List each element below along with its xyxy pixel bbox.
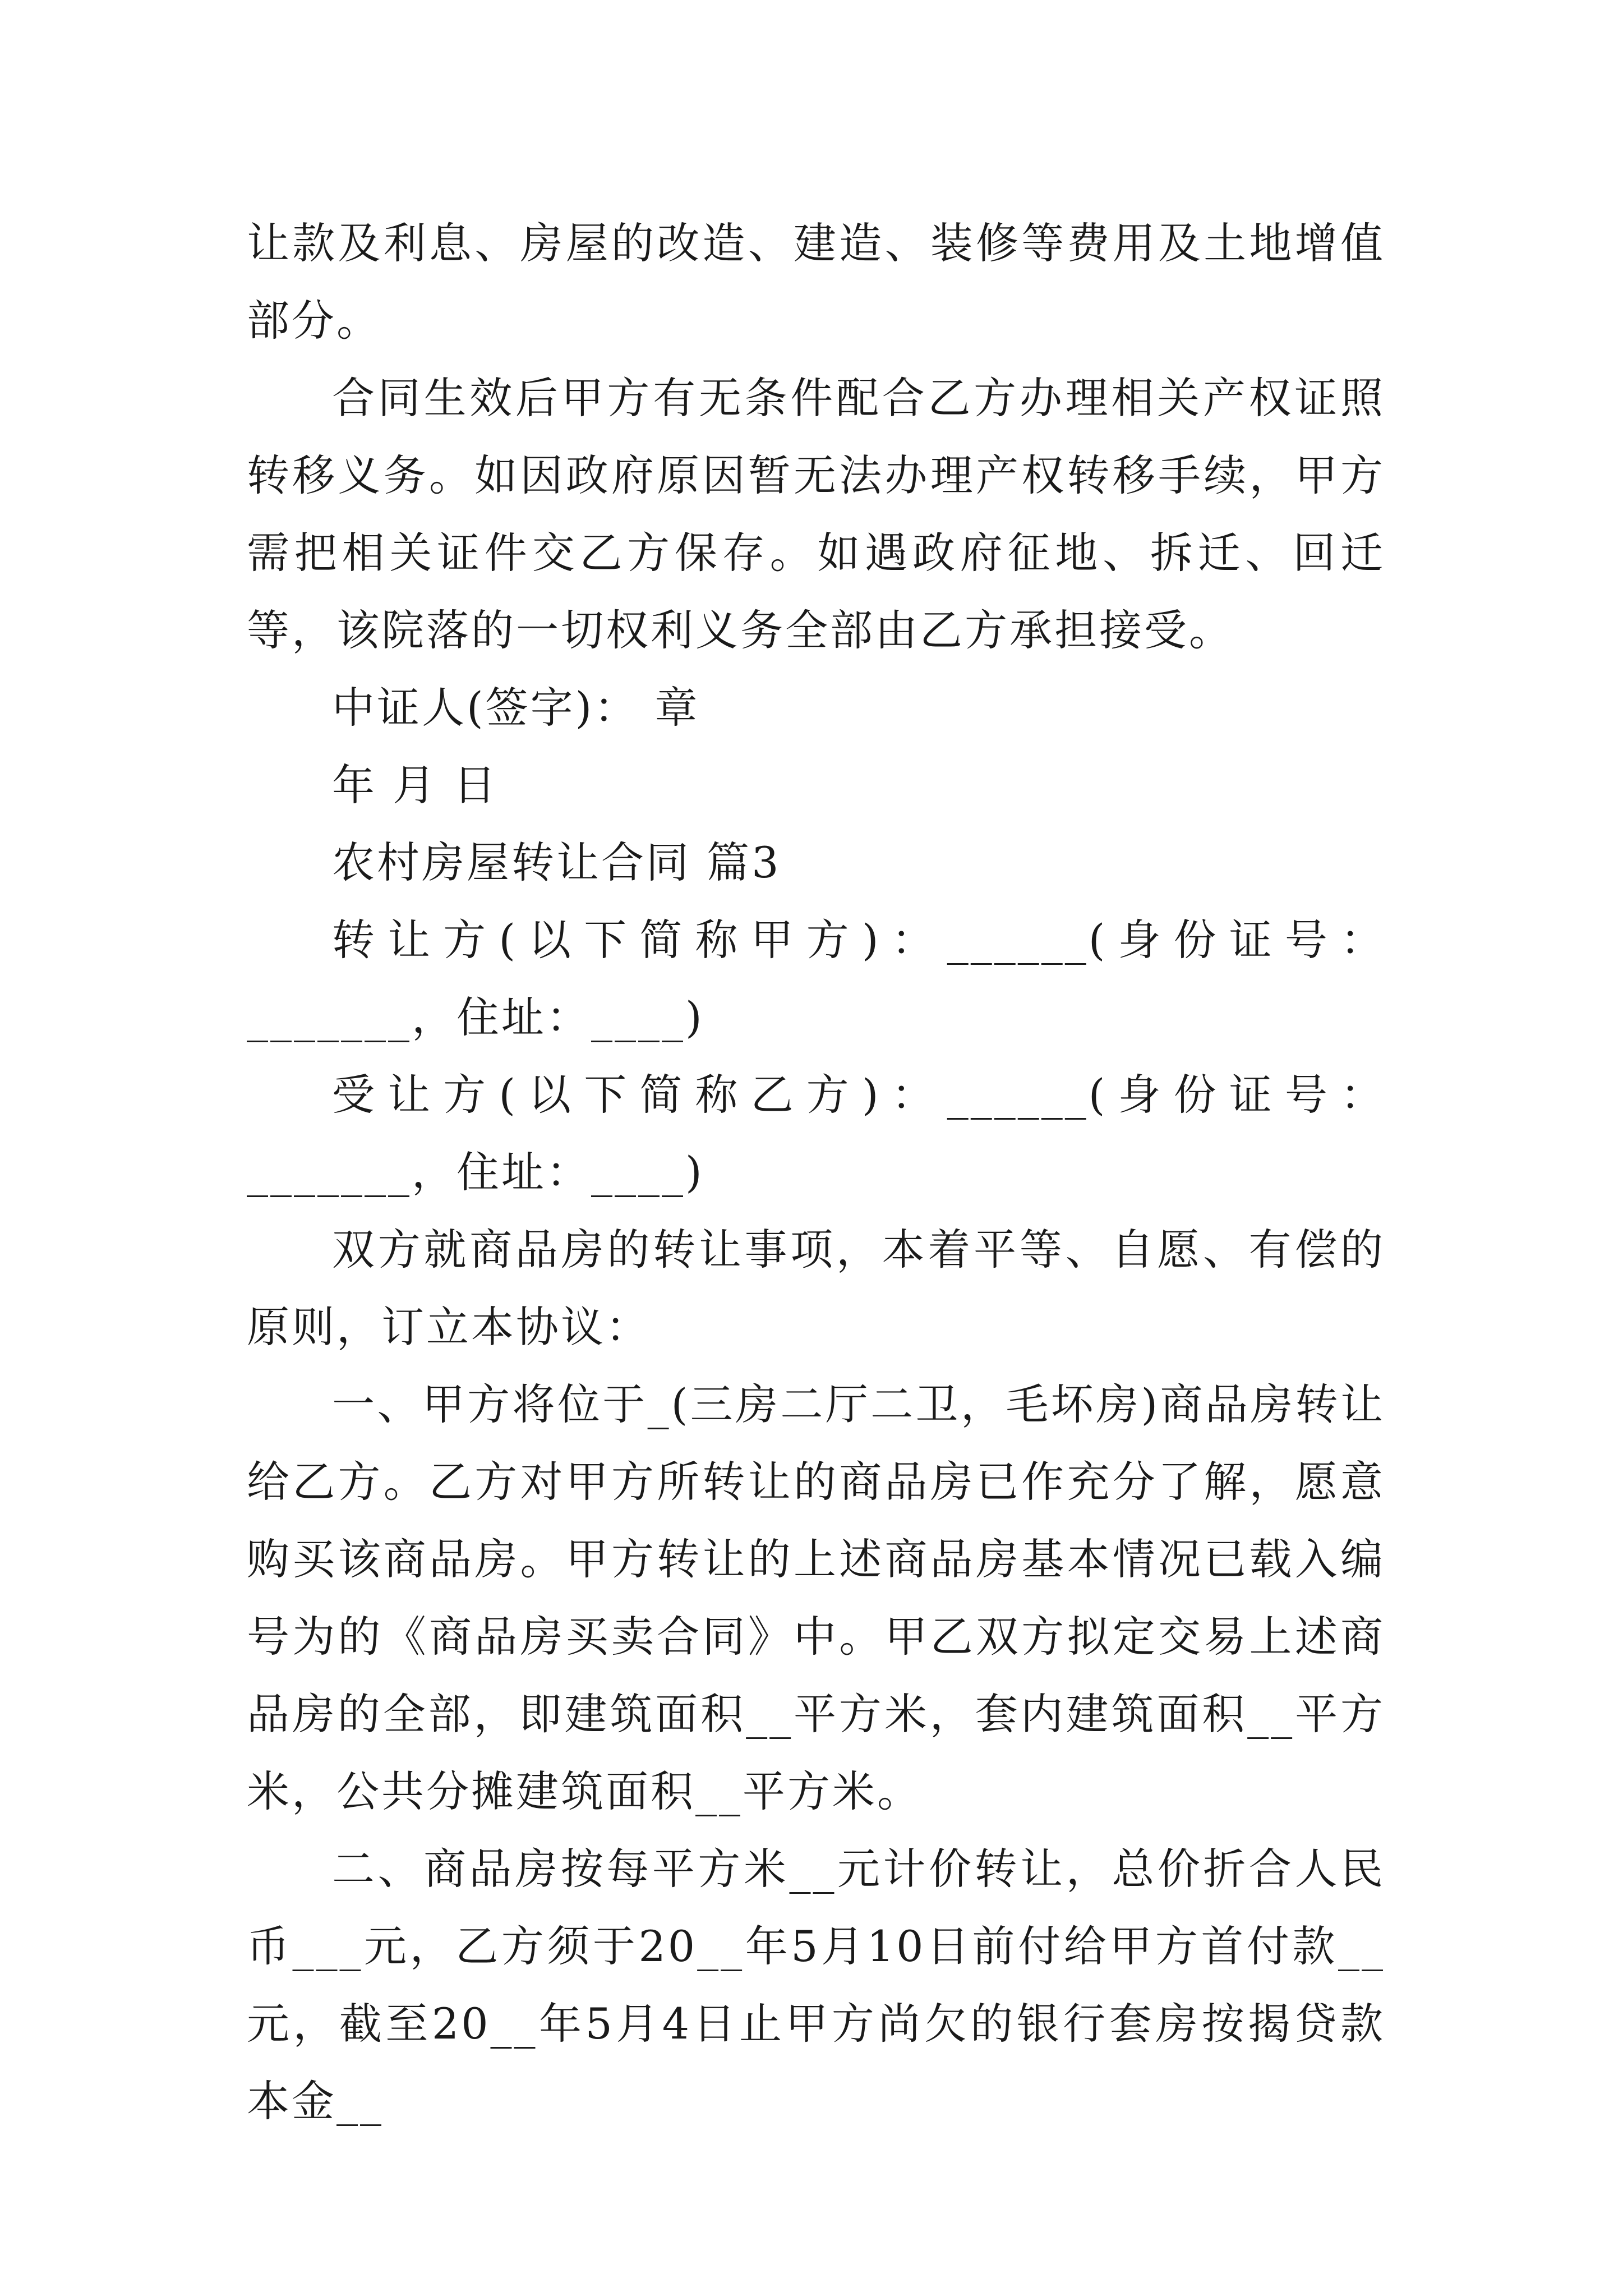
paragraph-contract-effect: 合同生效后甲方有无条件配合乙方办理相关产权证照转移义务。如因政府原因暂无法办理产权转移手续，甲方需把相关证件交乙方保存。如遇政府征地、拆迁、回迁等，该院落的一切权利义务全部由乙方承担接受。 [247,373,1385,655]
paragraph-agreement-intro: 双方就商品房的转让事项，本着平等、自愿、有偿的原则，订立本协议： [247,1225,1385,1352]
paragraph-witness-signature: 中证人(签字)： 章 [332,683,700,733]
document-body [247,205,1385,2140]
paragraph-article-1: 一、甲方将位于_(三房二厅二卫，毛坏房)商品房转让给乙方。乙方对甲方所转让的商品房已作充分了解，愿意购买该商品房。甲方转让的上述商品房基本情况已载入编号为的《商品房买卖合同》中。甲乙双方拟定交易上述商品房的全部，即建筑面积__平方米，套内建筑面积__平方米，公共分摊建筑面积__平方米。 [247,1379,1385,1816]
paragraph-transfer-fees: 让款及利息、房屋的改造、建造、装修等费用及土地增值部分。 [247,218,1385,346]
paragraph-transferor: 转让方(以下简称甲方)：______(身份证号：_______，住址：____) [247,915,1385,1042]
paragraph-date: 年 月 日 [332,760,499,810]
section-heading: 农村房屋转让合同 篇3 [332,838,781,887]
paragraph-transferee: 受让方(以下简称乙方)：______(身份证号：_______，住址：____) [247,1070,1385,1197]
paragraph-article-2: 二、商品房按每平方米__元计价转让，总价折合人民币___元，乙方须于20__年5月10日前付给甲方首付款__元，截至20__年5月4日止甲方尚欠的银行套房按揭贷款本金__ [247,1844,1385,2126]
